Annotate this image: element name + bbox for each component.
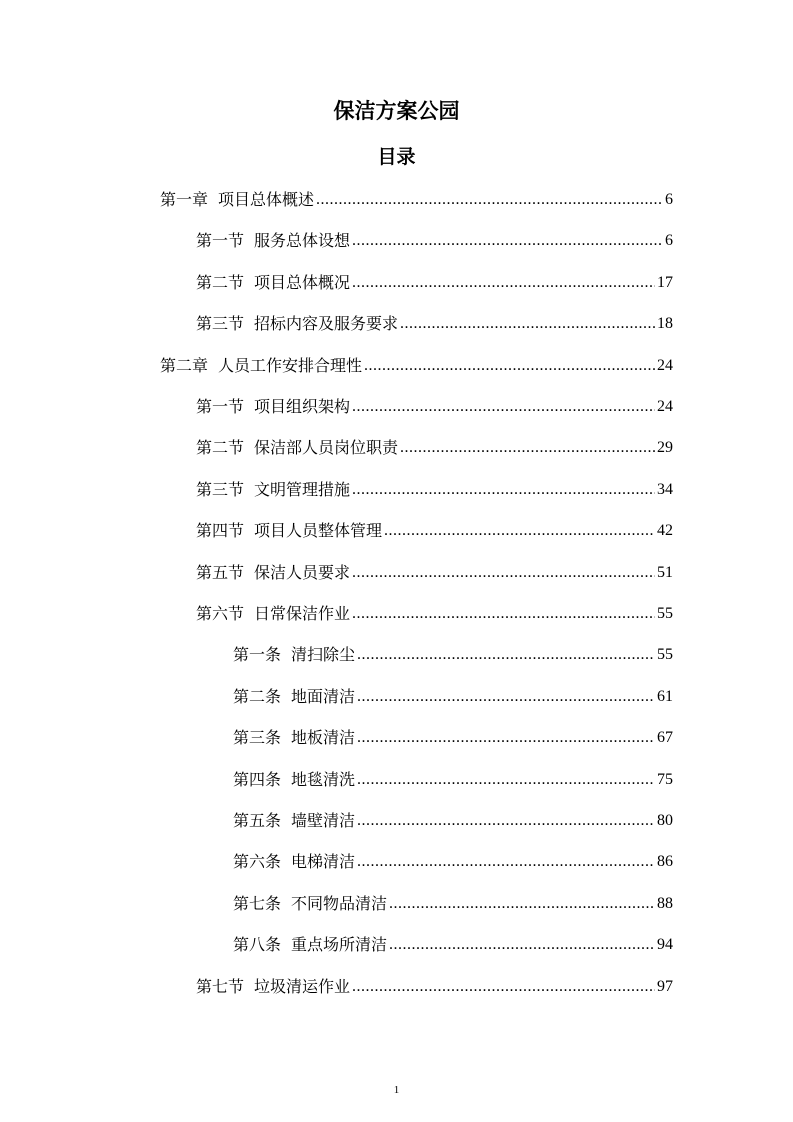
toc-entry[interactable]	[196, 475, 673, 501]
toc-entry-title: 电梯清洁	[291, 852, 356, 872]
toc-entry-page: 18	[657, 315, 673, 333]
toc-dot-leader	[364, 355, 655, 377]
toc-entry-number: 第一条	[233, 645, 282, 665]
toc-dot-leader	[400, 313, 655, 335]
toc-entry-page: 55	[657, 646, 673, 664]
toc-entry[interactable]	[196, 558, 673, 584]
toc-entry-title: 保洁部人员岗位职责	[254, 438, 399, 458]
toc-entry-title: 地毯清洗	[291, 769, 356, 789]
toc-dot-leader	[357, 644, 655, 666]
toc-entry-title: 招标内容及服务要求	[254, 314, 399, 334]
toc-entry-title: 不同物品清洁	[291, 893, 388, 913]
toc-entry-page: 97	[657, 977, 673, 995]
toc-entry-title: 墙壁清洁	[291, 811, 356, 830]
toc-entry[interactable]	[196, 599, 673, 625]
toc-entry[interactable]	[233, 723, 673, 749]
toc-entry-number: 第七条	[233, 893, 282, 913]
toc-entry-title: 地面清洁	[291, 686, 356, 706]
toc-entry[interactable]	[196, 268, 673, 294]
toc-entry-title: 保洁人员要求	[254, 562, 351, 582]
toc-dot-leader	[357, 686, 655, 708]
toc-entry[interactable]	[196, 972, 673, 998]
toc-entry-title: 项目人员整体管理	[254, 521, 383, 541]
toc-entry-title: 日常保洁作业	[254, 604, 351, 623]
toc-entry[interactable]	[233, 930, 673, 956]
toc-entry-title: 项目总体概况	[254, 272, 351, 292]
toc-entry-number: 第一节	[196, 231, 245, 251]
toc-dot-leader	[352, 272, 655, 294]
toc-entry-title: 项目组织架构	[254, 397, 351, 416]
toc-dot-leader	[400, 437, 655, 459]
toc-entry-number: 第四节	[196, 521, 245, 541]
toc-entry[interactable]	[196, 433, 673, 459]
toc-entry-number: 第六条	[233, 852, 282, 872]
toc-entry-number: 第三节	[196, 479, 245, 499]
toc-entry-page: 80	[657, 812, 673, 829]
toc-entry-number: 第五条	[233, 811, 282, 830]
toc-entry-title: 项目总体概述	[218, 190, 315, 209]
toc-dot-leader	[352, 976, 655, 998]
toc-entry[interactable]	[233, 806, 673, 832]
toc-dot-leader	[389, 893, 655, 915]
toc-entry[interactable]	[233, 847, 673, 873]
toc-entry-title: 重点场所清洁	[291, 935, 388, 955]
toc-entry-title: 垃圾清运作业	[254, 976, 351, 996]
toc-dot-leader	[357, 769, 655, 791]
toc-dot-leader	[352, 396, 655, 418]
toc-entry-page: 42	[657, 522, 673, 540]
toc-entry-page: 17	[657, 273, 673, 291]
toc-entry[interactable]	[160, 351, 673, 377]
toc-entry[interactable]	[233, 682, 673, 708]
toc-entry-title: 文明管理措施	[254, 479, 351, 499]
toc-dot-leader	[357, 851, 655, 873]
toc-entry-number: 第一章	[160, 190, 209, 209]
toc-entry-number: 第六节	[196, 604, 245, 623]
toc-entry-number: 第三条	[233, 728, 282, 748]
toc-entry-page: 55	[657, 605, 673, 622]
toc-entry-number: 第二条	[233, 686, 282, 706]
toc-dot-leader	[352, 562, 655, 584]
toc-entry[interactable]	[196, 226, 673, 252]
toc-entry-title: 服务总体设想	[254, 231, 351, 251]
toc-dot-leader	[357, 727, 655, 749]
toc-entry-page: 88	[657, 894, 673, 912]
toc-entry-number: 第一节	[196, 397, 245, 416]
toc-dot-leader	[352, 230, 663, 252]
toc-dot-leader	[352, 479, 655, 501]
toc-dot-leader	[316, 189, 663, 211]
page-number: 1	[393, 1084, 400, 1096]
toc-entry[interactable]	[233, 889, 673, 915]
toc-entry-page: 94	[657, 936, 673, 954]
toc-entry[interactable]	[196, 309, 673, 335]
toc-entry-page: 29	[657, 439, 673, 457]
toc-entry-page: 6	[665, 232, 673, 250]
toc-entry-number: 第五节	[196, 562, 245, 582]
toc-entry[interactable]	[233, 640, 673, 666]
toc-entry[interactable]	[196, 392, 673, 418]
toc-dot-leader	[352, 603, 655, 625]
toc-entry-page: 86	[657, 853, 673, 871]
toc-entry-title: 清扫除尘	[291, 645, 356, 665]
toc-heading: 目录	[377, 146, 416, 168]
toc-entry-number: 第二节	[196, 272, 245, 292]
toc-entry-number: 第七节	[196, 976, 245, 996]
toc-entry-page: 51	[657, 563, 673, 581]
document-title: 保洁方案公园	[333, 99, 460, 123]
toc-entry-page: 61	[657, 687, 673, 705]
toc-entry-number: 第四条	[233, 769, 282, 789]
toc-entry-page: 24	[657, 356, 673, 374]
toc-entry-page: 34	[657, 480, 673, 498]
toc-dot-leader	[357, 810, 655, 832]
toc-entry-page: 6	[665, 191, 673, 208]
toc-entry[interactable]	[196, 516, 673, 542]
toc-entry[interactable]	[160, 185, 673, 211]
toc-entry-number: 第二章	[160, 355, 209, 375]
toc-entry[interactable]	[233, 765, 673, 791]
toc-entry-title: 人员工作安排合理性	[218, 355, 363, 375]
toc-entry-number: 第八条	[233, 935, 282, 955]
toc-entry-page: 75	[657, 770, 673, 788]
toc-entry-number: 第二节	[196, 438, 245, 458]
toc-dot-leader	[389, 934, 655, 956]
toc-entry-page: 24	[657, 398, 673, 415]
toc-entry-page: 67	[657, 729, 673, 747]
toc-entry-title: 地板清洁	[291, 728, 356, 748]
toc-dot-leader	[384, 520, 655, 542]
toc-entry-number: 第三节	[196, 314, 245, 334]
